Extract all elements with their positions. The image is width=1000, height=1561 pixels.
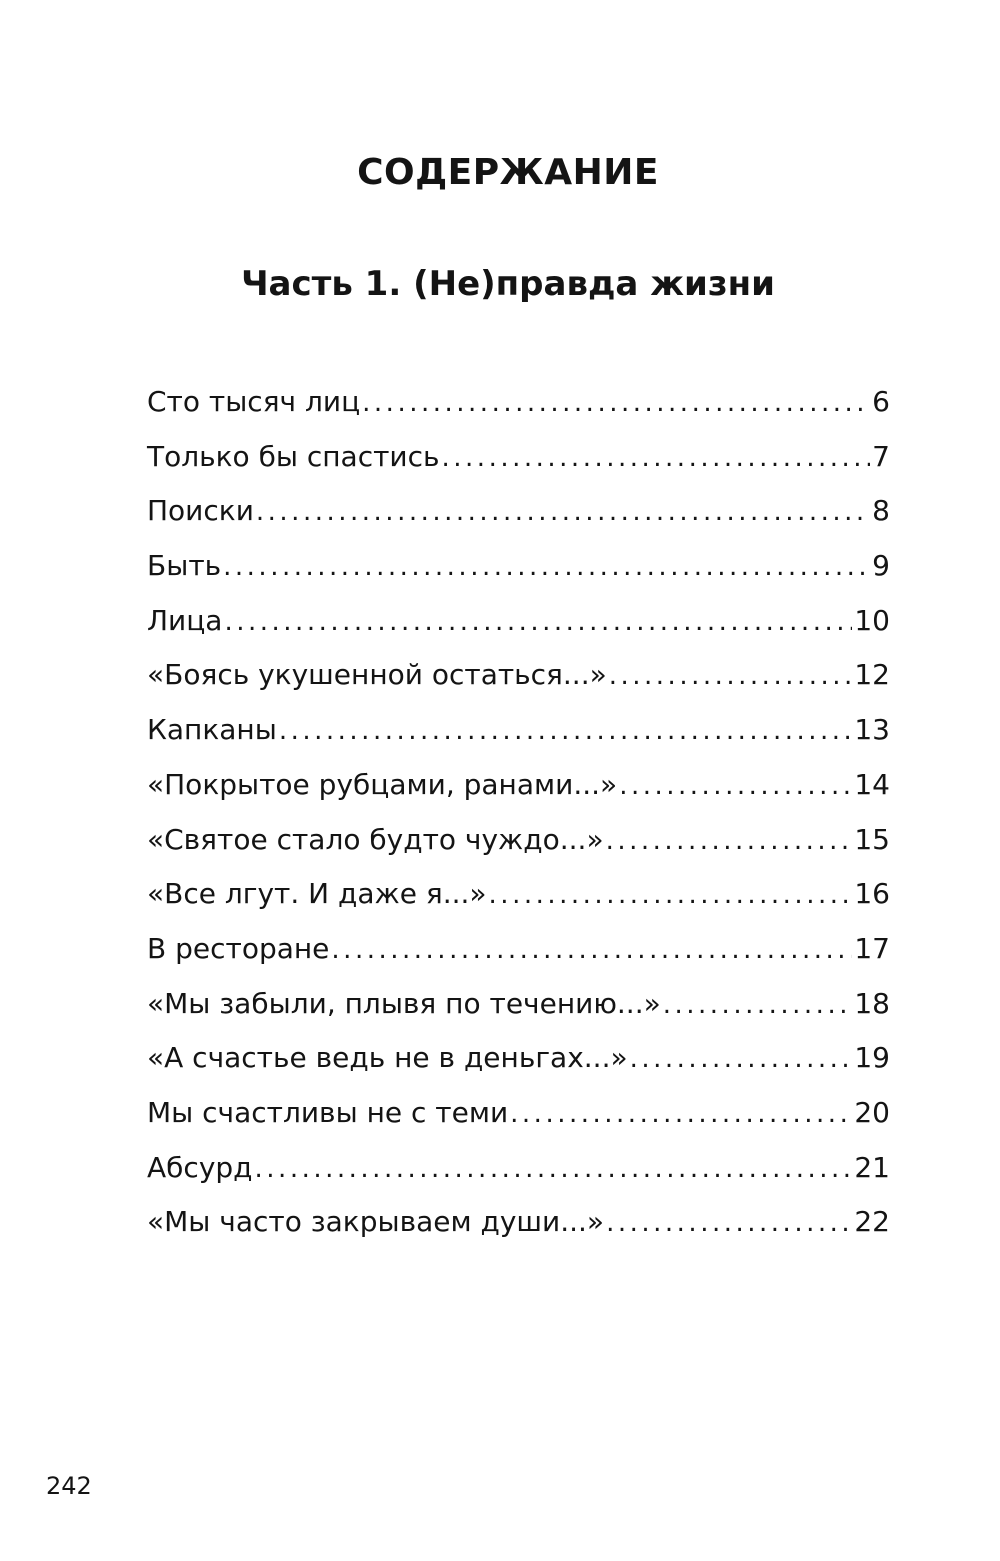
toc-entry-page: 21 [854, 1150, 890, 1184]
toc-entry-page: 18 [854, 986, 890, 1020]
toc-entry [147, 922, 890, 977]
toc-entry [147, 1141, 890, 1196]
toc-entry-title: «Мы часто закрываем души...» [147, 1205, 605, 1239]
toc-entry-page: 6 [872, 385, 890, 418]
toc-entry-page: 12 [854, 658, 890, 692]
toc-dot-leader [442, 431, 871, 485]
toc-dot-leader [279, 704, 853, 758]
toc-dot-leader [224, 595, 852, 649]
toc-dot-leader [489, 868, 853, 922]
toc-entry-page: 16 [854, 877, 890, 911]
toc-entry [147, 867, 890, 922]
toc-entry [147, 539, 890, 594]
toc-entry [147, 813, 890, 868]
toc-entry [147, 430, 890, 485]
toc-entry-page: 22 [854, 1205, 890, 1239]
toc-entry [147, 484, 890, 539]
toc-entry-title: Лица [147, 603, 223, 637]
toc-dot-leader [663, 978, 853, 1032]
toc-entry-title: Быть [147, 549, 222, 583]
toc-entry-title: Сто тысяч лиц [147, 385, 361, 418]
page-number: 242 [46, 1472, 92, 1500]
toc-entry [147, 594, 890, 649]
toc-entry-title: «Покрытое рубцами, ранами...» [147, 767, 618, 801]
toc-entry [147, 758, 890, 813]
table-of-contents [147, 375, 890, 1250]
toc-dot-leader [223, 540, 870, 594]
toc-dot-leader [510, 1087, 852, 1141]
toc-entry-title: Абсурд [147, 1150, 253, 1184]
toc-entry-title: Капканы [147, 713, 277, 747]
toc-entry-title: В ресторане [147, 931, 330, 965]
toc-entry-title: Мы счастливы не с теми [147, 1095, 509, 1129]
part-title: Часть 1. (Не)правда жизни [241, 264, 775, 304]
toc-entry-page: 17 [854, 931, 890, 965]
page-title: СОДЕРЖАНИЕ [357, 152, 659, 193]
toc-entry-page: 10 [854, 603, 890, 637]
toc-entry-title: Поиски [147, 494, 254, 528]
toc-entry [147, 1086, 890, 1141]
toc-entry-page: 8 [872, 494, 890, 528]
toc-entry-title: «Боясь укушенной остаться...» [147, 658, 607, 692]
toc-entry-page: 15 [854, 822, 890, 856]
toc-entry-page: 19 [854, 1041, 890, 1075]
toc-entry [147, 703, 890, 758]
toc-entry-title: Только бы спастись [147, 439, 440, 473]
toc-entry-page: 13 [854, 713, 890, 747]
toc-dot-leader [606, 1196, 852, 1250]
toc-entry-page: 20 [854, 1095, 890, 1129]
toc-entry [147, 977, 890, 1032]
toc-dot-leader [606, 814, 853, 868]
toc-dot-leader [609, 649, 853, 703]
toc-entry-page: 7 [872, 439, 890, 473]
toc-entry [147, 375, 890, 430]
toc-dot-leader [331, 923, 852, 977]
toc-entry [147, 1195, 890, 1250]
toc-dot-leader [630, 1032, 853, 1086]
toc-dot-leader [619, 759, 852, 813]
toc-entry-title: «Все лгут. И даже я...» [147, 877, 487, 911]
toc-dot-leader [256, 485, 870, 539]
toc-entry-title: «Мы забыли, плывя по течению...» [147, 986, 661, 1020]
toc-entry-page: 9 [872, 549, 890, 583]
toc-entry [147, 1031, 890, 1086]
toc-entry [147, 648, 890, 703]
toc-dot-leader [362, 376, 870, 430]
toc-entry-title: «Святое стало будто чуждо...» [147, 822, 604, 856]
toc-dot-leader [255, 1142, 853, 1196]
toc-entry-page: 14 [854, 767, 890, 801]
toc-entry-title: «А счастье ведь не в деньгах...» [147, 1041, 628, 1075]
